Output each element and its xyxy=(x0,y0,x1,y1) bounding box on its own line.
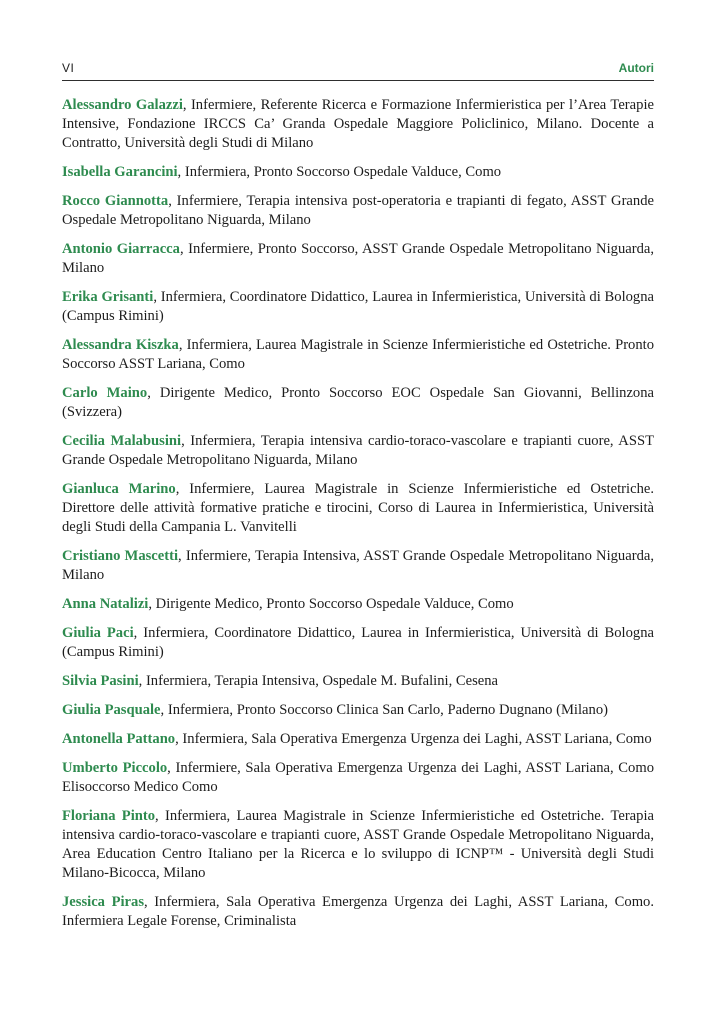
author-affiliation: , Dirigente Medico, Pronto Soccorso EOC Ospedale San Giovanni, Bellinzona (Svizzera) xyxy=(62,385,654,420)
author-entry xyxy=(62,595,654,614)
author-name: Floriana Pinto xyxy=(62,808,156,824)
author-name: Rocco Giannotta xyxy=(62,193,169,209)
author-entry xyxy=(62,432,654,470)
author-name: Silvia Pasini xyxy=(62,673,139,689)
author-affiliation: , Infermiere, Terapia Intensiva, ASST Grande Ospedale Metropolitano Niguarda, Milano xyxy=(62,548,654,583)
author-entry xyxy=(62,288,654,326)
author-entry xyxy=(62,807,654,883)
author-affiliation: , Infermiere, Pronto Soccorso, ASST Grande Ospedale Metropolitano Niguarda, Milano xyxy=(62,241,655,276)
author-affiliation: , Infermiere, Laurea Magistrale in Scienze Infermieristiche ed Ostetriche. Direttore delle attività formative pratiche e tirocini, Corso di Laurea in Infermieristica, Università degli Studi della Campania L. Vanvitelli xyxy=(62,481,654,535)
author-entry xyxy=(62,163,654,182)
author-entry xyxy=(62,384,654,422)
section-title: Autori xyxy=(618,61,654,75)
author-affiliation: , Infermiere, Sala Operativa Emergenza Urgenza dei Laghi, ASST Lariana, Como Elisoccorso Medico Como xyxy=(62,760,654,795)
author-affiliation: , Infermiera, Coordinatore Didattico, Laurea in Infermieristica, Università di Bologna (Campus Rimini) xyxy=(62,625,654,660)
author-name: Antonio Giarracca xyxy=(62,241,180,257)
author-list xyxy=(62,96,654,941)
running-header xyxy=(62,58,654,81)
author-name: Carlo Maino xyxy=(62,385,148,401)
author-entry xyxy=(62,480,654,537)
author-name: Cecilia Malabusini xyxy=(62,433,182,449)
author-name: Umberto Piccolo xyxy=(62,760,168,776)
author-name: Gianluca Marino xyxy=(62,481,176,497)
author-name: Jessica Piras xyxy=(62,894,145,910)
author-name: Isabella Garancini xyxy=(62,164,178,180)
author-affiliation: , Infermiera, Pronto Soccorso Clinica San Carlo, Paderno Dugnano (Milano) xyxy=(160,702,608,718)
author-name: Alessandra Kiszka xyxy=(62,337,179,353)
author-name: Cristiano Mascetti xyxy=(62,548,179,564)
author-entry xyxy=(62,96,654,153)
author-entry xyxy=(62,192,654,230)
author-name: Anna Natalizi xyxy=(62,596,149,612)
author-affiliation: , Infermiera, Laurea Magistrale in Scienze Infermieristiche ed Ostetriche. Terapia intensiva cardio-toraco-vascolare e trapianti cuore, ASST Grande Ospedale Metropolitano Niguarda, Area Education Centro Italiano per la Ricerca e lo sviluppo di ICNP™ - Università degli Studi Milano-Bicocca, Milano xyxy=(62,808,654,881)
author-name: Antonella Pattano xyxy=(62,731,176,747)
author-name: Erika Grisanti xyxy=(62,289,154,305)
author-affiliation: , Dirigente Medico, Pronto Soccorso Ospedale Valduce, Como xyxy=(148,596,514,612)
page-number: VI xyxy=(62,61,75,75)
author-affiliation: , Infermiera, Terapia intensiva cardio-toraco-vascolare e trapianti cuore, ASST Grande Ospedale Metropolitano Niguarda, Milano xyxy=(62,433,654,468)
author-entry xyxy=(62,672,654,691)
author-name: Giulia Pasquale xyxy=(62,702,161,718)
author-affiliation: , Infermiere, Terapia intensiva post-operatoria e trapianti di fegato, ASST Grande Ospedale Metropolitano Niguarda, Milano xyxy=(62,193,654,228)
author-affiliation: , Infermiera, Pronto Soccorso Ospedale Valduce, Como xyxy=(177,164,502,180)
author-affiliation: , Infermiera, Laurea Magistrale in Scienze Infermieristiche ed Ostetriche. Pronto Soccorso ASST Lariana, Como xyxy=(62,337,655,372)
author-entry xyxy=(62,893,654,931)
author-entry xyxy=(62,759,654,797)
author-entry xyxy=(62,336,654,374)
author-affiliation: , Infermiera, Terapia Intensiva, Ospedale M. Bufalini, Cesena xyxy=(138,673,499,689)
author-name: Alessandro Galazzi xyxy=(62,97,183,113)
author-affiliation: , Infermiera, Sala Operativa Emergenza Urgenza dei Laghi, ASST Lariana, Como. Infermiera Legale Forense, Criminalista xyxy=(62,894,654,929)
author-entry xyxy=(62,547,654,585)
author-name: Giulia Paci xyxy=(62,625,134,641)
author-entry xyxy=(62,701,654,720)
author-affiliation: , Infermiera, Coordinatore Didattico, Laurea in Infermieristica, Università di Bologna (Campus Rimini) xyxy=(62,289,654,324)
author-entry xyxy=(62,730,654,749)
author-entry xyxy=(62,240,654,278)
author-entry xyxy=(62,624,654,662)
author-affiliation: , Infermiera, Sala Operativa Emergenza Urgenza dei Laghi, ASST Lariana, Como xyxy=(175,731,652,747)
author-affiliation: , Infermiere, Referente Ricerca e Formazione Infermieristica per l’Area Terapie Intensive, Fondazione IRCCS Ca’ Granda Ospedale Maggiore Policlinico, Milano. Docente a Contratto, Università degli Studi di Milano xyxy=(62,97,654,151)
